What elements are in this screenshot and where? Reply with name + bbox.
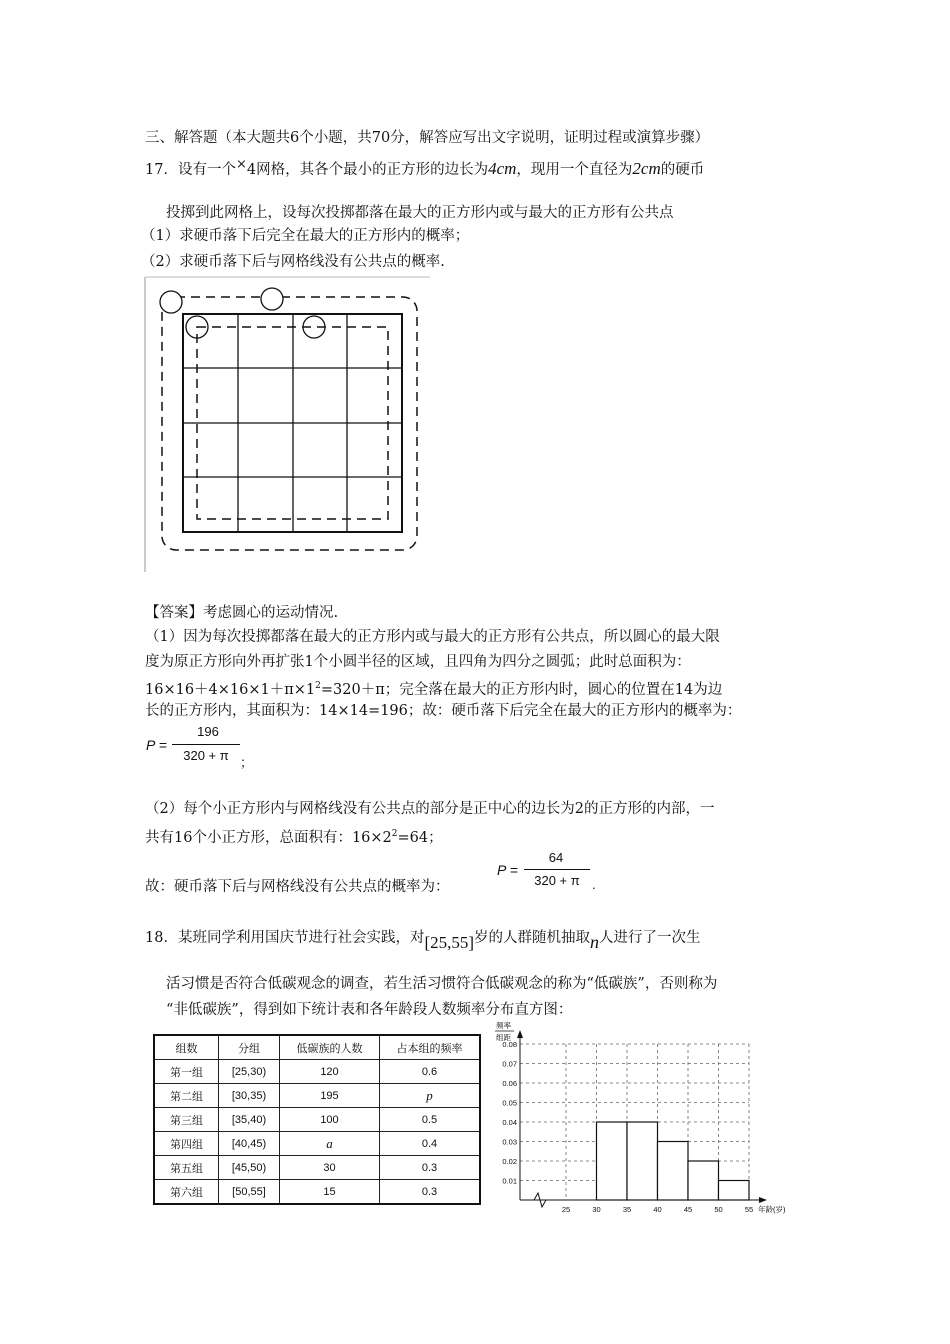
y-label-bottom: 组距: [496, 1033, 511, 1042]
y-axis-arrow: [517, 1030, 523, 1038]
fraction-p1-denominator: 320 + π: [183, 748, 229, 763]
table-row: [154, 1084, 480, 1108]
table-row: [154, 1180, 480, 1205]
x-tick-label: 45: [683, 1205, 693, 1214]
table-row: [154, 1156, 480, 1180]
fraction-p1-lhs: P =: [146, 737, 167, 753]
table-cell: [50,55]: [219, 1180, 280, 1205]
table-cell: 第四组: [154, 1132, 219, 1156]
x-tick-label: 55: [744, 1205, 754, 1214]
answer-p1-line3-b: =320＋π；完全落在最大的正方形内时，圆心的位置在14为边: [320, 681, 723, 698]
answer-p2-line2-b: =64；: [397, 829, 443, 846]
side-length: 4cm: [488, 158, 517, 178]
histogram-bar: [597, 1122, 628, 1200]
answer-intro: 【答案】考虑圆心的运动情况.: [145, 605, 339, 621]
y-label-top: 频率: [496, 1021, 511, 1030]
histogram-bar: [688, 1161, 719, 1200]
var-n: n: [590, 932, 600, 952]
table-row: [154, 1108, 480, 1132]
q18-text-a: 18．某班同学利用国庆节进行社会实践，对: [145, 930, 425, 946]
square-exponent: 2: [315, 681, 321, 691]
answer-p2-line1: （2）每个小正方形内与网格线没有公共点的部分是正中心的边长为2的正方形的内部，一: [145, 801, 715, 817]
table-row: [154, 1132, 480, 1156]
frequency-histogram: [490, 1018, 800, 1218]
table-cell: 第六组: [154, 1180, 219, 1205]
table-cell: 30: [280, 1156, 380, 1180]
coin-circle-1: [160, 291, 182, 313]
coin-diameter: 2cm: [632, 158, 661, 178]
stats-table: [153, 1034, 481, 1205]
q17-text-c: ，现用一个直径为: [516, 161, 633, 178]
table-header-cell: 低碳族的人数: [280, 1035, 380, 1060]
fraction-p2-denominator: 320 + π: [534, 873, 580, 888]
table-cell: 0.4: [380, 1132, 481, 1156]
table-row: [154, 1060, 480, 1084]
answer-p1-line1: （1）因为每次投掷都落在最大的正方形内或与最大的正方形有公共点，所以圆心的最大限: [145, 629, 720, 645]
q17-text-b: 4网格，其各个最小的正方形的边长为: [246, 161, 489, 178]
answer-p1-line4: 长的正方形内，其面积为：14×14=196；故：硬币落下后完全在最大的正方形内的概率为：: [145, 703, 742, 719]
table-cell: 15: [280, 1180, 380, 1205]
table-cell: 0.3: [380, 1180, 481, 1205]
answer-p1-line3-a: 16×16＋4×16×1＋π×1: [145, 681, 316, 698]
y-tick-label: 0.02: [502, 1157, 517, 1166]
grid-figure: [140, 272, 440, 577]
times-sign: ×: [235, 157, 247, 172]
answer-p1-line3: [145, 676, 722, 700]
y-tick-label: 0.06: [502, 1079, 517, 1088]
table-cell: a: [280, 1132, 380, 1156]
histogram-bar: [658, 1142, 689, 1201]
table-cell: 第二组: [154, 1084, 219, 1108]
x-axis-label: 年龄(岁): [758, 1205, 786, 1214]
fraction-p1-tail: ；: [240, 755, 254, 770]
table-cell: [35,40): [219, 1108, 280, 1132]
table-cell: 195: [280, 1084, 380, 1108]
q17-line1: [145, 155, 704, 180]
fraction-p1-bar: [172, 744, 240, 745]
answer-p2-line2-a: 共有16个小正方形，总面积有：16×2: [145, 829, 392, 846]
q17-text-d: 的硬币: [660, 161, 705, 178]
table-cell: 0.5: [380, 1108, 481, 1132]
table-cell: 120: [280, 1060, 380, 1084]
table-cell: p: [380, 1084, 481, 1108]
histogram-bar: [627, 1122, 658, 1200]
answer-p1-line2: 度为原正方形向外再扩张1个小圆半径的区域，且四角为四分之圆弧；此时总面积为：: [145, 654, 691, 670]
table-cell: 100: [280, 1108, 380, 1132]
fraction-p2-numerator: 64: [548, 850, 564, 865]
q17-part2: （2）求硬币落下后与网格线没有公共点的概率.: [141, 254, 445, 270]
y-tick-label: 0.03: [502, 1137, 517, 1147]
table-cell: [30,35): [219, 1084, 280, 1108]
fraction-p2-tail: .: [592, 877, 596, 892]
y-tick-label: 0.04: [502, 1118, 517, 1127]
histogram-bar: [719, 1181, 750, 1201]
q18-text-c: 人进行了一次生: [599, 930, 701, 946]
square-exponent-2: 2: [391, 829, 398, 839]
fraction-p1-numerator: 196: [197, 724, 219, 739]
x-tick-label: 25: [561, 1205, 571, 1214]
q17-line2: 投掷到此网格上，设每次投掷都落在最大的正方形内或与最大的正方形有公共点: [166, 205, 674, 221]
x-tick-label: 30: [592, 1205, 601, 1214]
section-heading: 三、解答题（本大题共6个小题，共70分，解答应写出文字说明，证明过程或演算步骤）: [145, 130, 710, 146]
table-cell: [25,30): [219, 1060, 280, 1084]
answer-p2-line3: 故：硬币落下后与网格线没有公共点的概率为：: [145, 879, 450, 895]
table-header-row: [154, 1035, 480, 1060]
x-tick-label: 40: [653, 1205, 662, 1214]
fraction-p2-lhs: P =: [497, 862, 518, 878]
table-cell: 第一组: [154, 1060, 219, 1084]
table-header-cell: 组数: [154, 1035, 219, 1060]
x-tick-label: 35: [622, 1205, 632, 1214]
table-cell: 0.6: [380, 1060, 481, 1084]
q18-line2: 活习惯是否符合低碳观念的调查，若生活习惯符合低碳观念的称为“低碳族”，否则称为: [166, 976, 718, 992]
table-header-cell: 分组: [219, 1035, 280, 1060]
answer-p2-line2: [145, 824, 443, 848]
q17-text-a: 17．设有一个: [145, 161, 236, 178]
q18-line1: [145, 926, 701, 952]
table-cell: [45,50): [219, 1156, 280, 1180]
y-tick-label: 0.08: [502, 1040, 517, 1049]
table-cell: [40,45): [219, 1132, 280, 1156]
q17-part1: （1）求硬币落下后完全在最大的正方形内的概率；: [141, 228, 470, 244]
table-header-cell: 占本组的频率: [380, 1035, 481, 1060]
table-cell: 0.3: [380, 1156, 481, 1180]
fraction-p2-bar: [524, 869, 590, 870]
x-axis-arrow: [759, 1197, 767, 1203]
q18-line3: “非低碳族”，得到如下统计表和各年龄段人数频率分布直方图：: [166, 1002, 573, 1018]
table-cell: 第五组: [154, 1156, 219, 1180]
coin-circle-2: [261, 288, 283, 310]
y-tick-label: 0.01: [502, 1176, 517, 1186]
age-interval: [25,55]: [424, 933, 475, 952]
q18-text-b: 岁的人群随机抽取: [474, 930, 591, 946]
x-tick-label: 50: [714, 1205, 723, 1214]
y-tick-label: 0.05: [502, 1098, 517, 1108]
table-cell: 第三组: [154, 1108, 219, 1132]
y-tick-label: 0.07: [502, 1059, 517, 1069]
